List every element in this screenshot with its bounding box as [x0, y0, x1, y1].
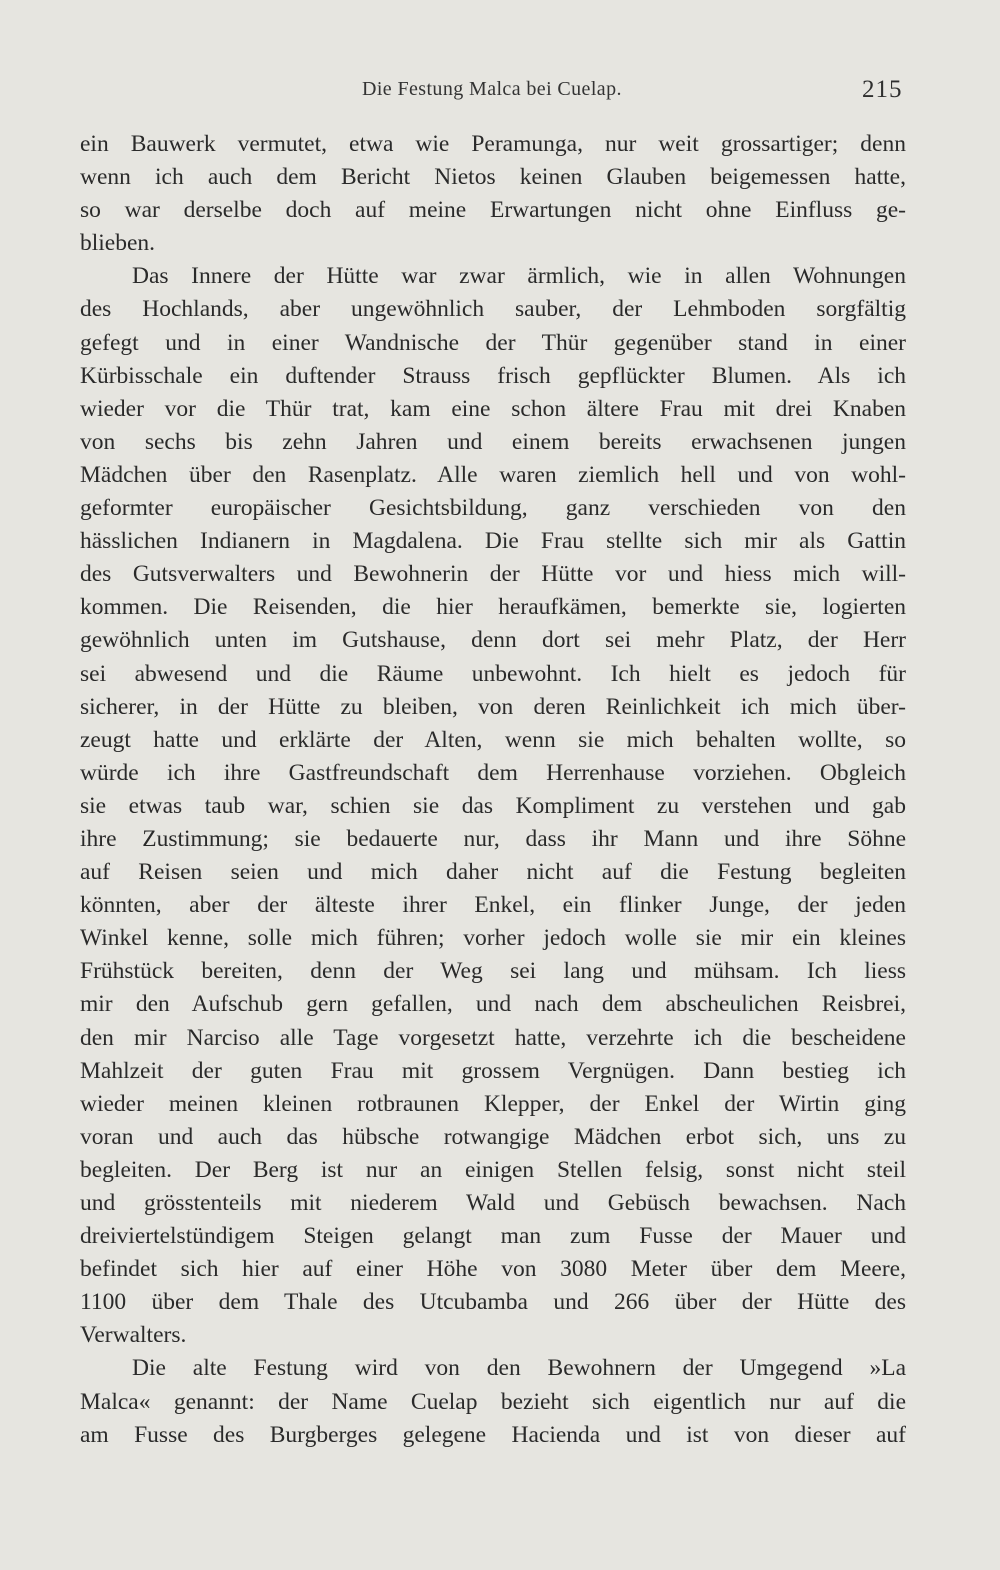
text-line: so war derselbe doch auf meine Erwartungen nicht ohne Einfluss ge- — [80, 197, 906, 224]
text-line: sicherer, in der Hütte zu bleiben, von deren Reinlichkeit ich mich über- — [80, 693, 906, 720]
body-text — [80, 128, 906, 1452]
text-line: gewöhnlich unten im Gutshause, denn dort sei mehr Platz, der Herr — [80, 627, 906, 654]
text-line: wieder meinen kleinen rotbraunen Klepper, der Enkel der Wirtin ging — [80, 1090, 906, 1117]
text-line: blieben. — [80, 230, 156, 257]
text-line: ihre Zustimmung; sie bedauerte nur, dass ihr Mann und ihre Söhne — [80, 825, 906, 852]
text-line: 1100 über dem Thale des Utcubamba und 266 über der Hütte des — [80, 1289, 906, 1316]
text-line: und grösstenteils mit niederem Wald und Gebüsch bewachsen. Nach — [80, 1190, 906, 1216]
text-line: zeugt hatte und erklärte der Alten, wenn sie mich behalten wollte, so — [80, 726, 906, 753]
text-line: könnten, aber der älteste ihrer Enkel, ein flinker Junge, der jeden — [80, 892, 906, 919]
text-line: würde ich ihre Gastfreundschaft dem Herrenhause vorziehen. Obgleich — [80, 759, 906, 786]
text-line: Frühstück bereiten, denn der Weg sei lang und mühsam. Ich liess — [80, 958, 906, 985]
text-line: begleiten. Der Berg ist nur an einigen Stellen felsig, sonst nicht steil — [80, 1156, 906, 1183]
text-line: dreiviertelstündigem Steigen gelangt man zum Fusse der Mauer und — [80, 1223, 906, 1250]
text-line: ein Bauwerk vermutet, etwa wie Peramunga, nur weit grossartiger; denn — [80, 131, 906, 157]
text-line: Mahlzeit der guten Frau mit grossem Vergnügen. Dann bestieg ich — [80, 1057, 906, 1084]
running-head — [0, 76, 1000, 110]
text-line: Malca« genannt: der Name Cuelap bezieht sich eigentlich nur auf die — [80, 1388, 906, 1415]
text-line: wieder vor die Thür trat, kam eine schon ältere Frau mit drei Knaben — [80, 395, 906, 422]
text-line: geformter europäischer Gesichtsbildung, ganz verschieden von den — [80, 495, 906, 522]
text-line: Verwalters. — [80, 1322, 187, 1349]
text-line: Die alte Festung wird von den Bewohnern der Umgegend »La — [132, 1355, 906, 1382]
text-line: am Fusse des Burgberges gelegene Hacienda und ist von dieser auf — [80, 1421, 906, 1448]
text-line: von sechs bis zehn Jahren und einem bereits erwachsenen jungen — [80, 428, 906, 455]
text-line: gefegt und in einer Wandnische der Thür gegenüber stand in einer — [80, 329, 906, 356]
text-line: Das Innere der Hütte war zwar ärmlich, wie in allen Wohnungen — [132, 263, 906, 290]
text-line: mir den Aufschub gern gefallen, und nach dem abscheulichen Reisbrei, — [80, 991, 906, 1018]
text-line: kommen. Die Reisenden, die hier heraufkämen, bemerkte sie, logierten — [80, 594, 906, 621]
text-line: des Gutsverwalters und Bewohnerin der Hütte vor und hiess mich will- — [80, 561, 906, 588]
page-number: 215 — [862, 76, 903, 103]
text-line: hässlichen Indianern in Magdalena. Die Frau stellte sich mir als Gattin — [80, 528, 906, 555]
text-line: den mir Narciso alle Tage vorgesetzt hatte, verzehrte ich die bescheidene — [80, 1024, 906, 1051]
text-line: Kürbisschale ein duftender Strauss frisch gepflückter Blumen. Als ich — [80, 362, 906, 389]
running-title: Die Festung Malca bei Cuelap. — [362, 78, 622, 100]
text-line: sei abwesend und die Räume unbewohnt. Ich hielt es jedoch für — [80, 660, 906, 687]
text-line: des Hochlands, aber ungewöhnlich sauber, der Lehmboden sorgfältig — [80, 296, 906, 323]
text-line: auf Reisen seien und mich daher nicht auf die Festung begleiten — [80, 859, 906, 886]
text-line: Winkel kenne, solle mich führen; vorher jedoch wolle sie mir ein kleines — [80, 925, 906, 952]
text-line: voran und auch das hübsche rotwangige Mädchen erbot sich, uns zu — [80, 1123, 906, 1150]
text-line: Mädchen über den Rasenplatz. Alle waren ziemlich hell und von wohl- — [80, 461, 906, 488]
text-line: sie etwas taub war, schien sie das Kompliment zu verstehen und gab — [80, 792, 906, 819]
text-line: befindet sich hier auf einer Höhe von 3080 Meter über dem Meere, — [80, 1256, 906, 1283]
text-line: wenn ich auch dem Bericht Nietos keinen Glauben beigemessen hatte, — [80, 164, 906, 191]
